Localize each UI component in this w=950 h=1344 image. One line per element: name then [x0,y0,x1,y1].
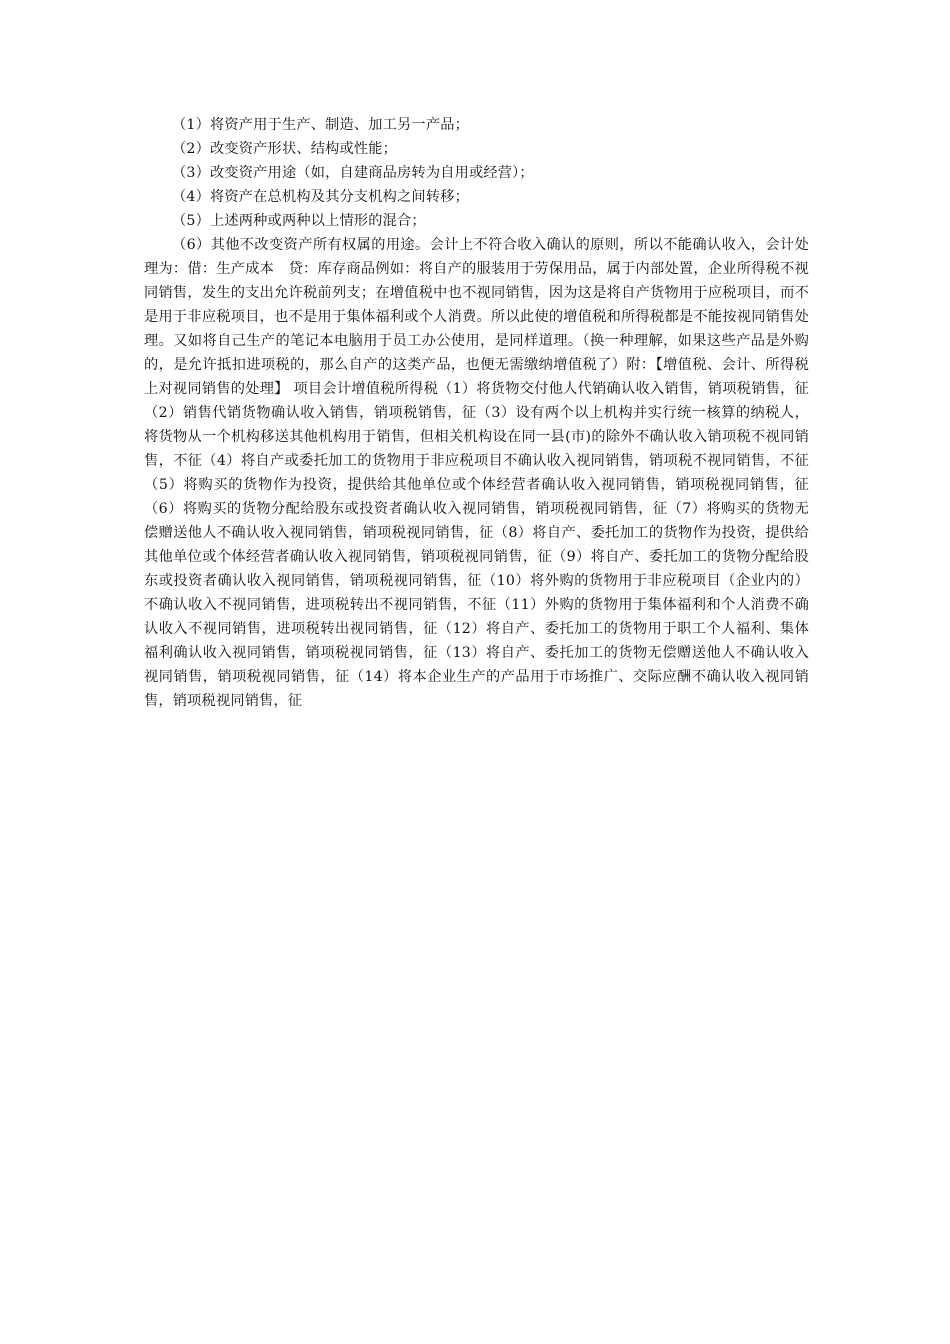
list-item-3: （3）改变资产用途（如，自建商品房转为自用或经营）； [172,165,534,181]
body-paragraph: （6）其他不改变资产所有权属的用途。会计上不符合收入确认的原则，所以不能确认收入，会计处理为：借：生产成本 贷：库存商品例如：将自产的服装用于劳保用品，属于内部处置，企业所得税不视同销售，发生的支出允许税前列支；在增值税中也不视同销售，因为这是将自产货物用于应税项目，而不是用于非应税项目，也不是用于集体福利或个人消费。所以此使的增值税和所得税都是不能按视同销售处理。又如将自己生产的笔记本电脑用于员工办公使用，是同样道理。（换一种理解，如果这些产品是外购的，是允许抵扣进项税的，那么自产的这类产品，也便无需缴纳增值税了）附：【增值税、会计、所得税上对视同销售的处理】 项目会计增值税所得税（1）将货物交付他人代销确认收入销售，销项税销售，征（2）销售代销货物确认收入销售，销项税销售，征（3）设有两个以上机构并实行统一核算的纳税人，将货物从一个机构移送其他机构用于销售，但相关机构设在同一县(市)的除外不确认收入销项税不视同销售，不征（4）将自产或委托加工的货物用于非应税项目不确认收入视同销售，销项税不视同销售，不征（5）将购买的货物作为投资，提供给其他单位或个体经营者确认收入视同销售，销项税视同销售，征（6）将购买的货物分配给股东或投资者确认收入视同销售，销项税视同销售，征（7）将购买的货物无偿赠送他人不确认收入视同销售，销项税视同销售，征（8）将自产、委托加工的货物作为投资，提供给其他单位或个体经营者确认收入视同销售，销项税视同销售，征（9）将自产、委托加工的货物分配给股东或投资者确认收入视同销售，销项税视同销售，征（10）将外购的货物用于非应税项目（企业内的）不确认收入不视同销售，进项税转出不视同销售，不征（11）外购的货物用于集体福利和个人消费不确认收入不视同销售，进项税转出视同销售，征（12）将自产、委托加工的货物用于职工个人福利、集体福利确认收入视同销售，销项税视同销售，征（13）将自产、委托加工的货物无偿赠送他人不确认收入视同销售，销项税视同销售，征（14）将本企业生产的产品用于市场推广、交际应酬不确认收入视同销售，销项税视同销售，征 [144,237,809,709]
list-item-4: （4）将资产在总机构及其分支机构之间转移； [172,189,469,205]
document-body [144,113,809,713]
list-item-5: （5）上述两种或两种以上情形的混合； [172,213,426,229]
list-item-2: （2）改变资产形状、结构或性能； [172,141,398,157]
list-item-1: （1）将资产用于生产、制造、加工另一产品； [172,117,469,133]
